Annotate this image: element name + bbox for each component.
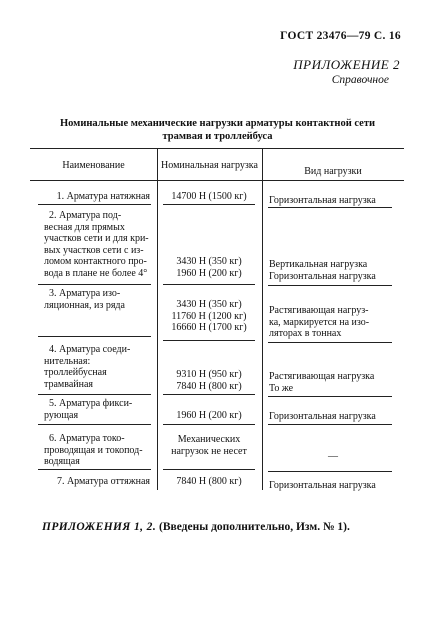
row-1-name: 1. Арматура натяжная <box>56 191 150 202</box>
row-6-load: Механических нагрузок не несет <box>171 434 247 457</box>
column-divider-2 <box>262 148 263 490</box>
row-2-type: Вертикальная нагрузка Горизонтальная нагрузка <box>269 259 376 282</box>
row-3-name: 3. Арматура изо- ляционная, из ряда <box>44 288 125 311</box>
row-3-rule-type <box>268 342 392 343</box>
row-4-type: Растягивающая нагрузка То же <box>269 371 375 394</box>
row-3-load: 3430 Н (350 кг) 11760 Н (1200 кг) 16660 Н (1700 кг) <box>171 299 247 334</box>
column-header-type: Вид нагрузки <box>304 166 362 177</box>
row-2-rule-type <box>268 285 392 286</box>
row-5-rule-type <box>268 424 392 425</box>
row-5-rule-load <box>163 424 255 425</box>
appendix-reference: Справочное <box>331 74 389 86</box>
footer-note <box>42 521 350 533</box>
standard-header: ГОСТ 23476—79 С. 16 <box>280 30 401 42</box>
row-3-type: Растягивающая нагруз- ка, маркируется на изо- ляторах в тоннах <box>269 305 370 340</box>
row-5-name: 5. Арматура фикси- рующая <box>44 398 133 421</box>
table-title: Номинальные механические нагрузки арматуры контактной сети трамвая и троллейбуса <box>59 118 376 142</box>
row-5-load: 1960 Н (200 кг) <box>176 410 242 421</box>
row-3-rule-name <box>38 336 151 337</box>
column-header-name: Наименование <box>62 160 125 171</box>
row-7-name: 7. Арматура оттяжная <box>56 476 150 487</box>
row-1-load: 14700 Н (1500 кг) <box>171 191 247 202</box>
table-header-rule <box>30 180 404 181</box>
row-7-type: Горизонтальная нагрузка <box>269 480 376 491</box>
footer-prefix: ПРИЛОЖЕНИЯ 1, 2. <box>42 521 157 533</box>
row-4-rule-name <box>38 394 151 395</box>
row-1-rule-load <box>163 204 255 205</box>
row-1-rule-type <box>268 207 392 208</box>
row-2-load: 3430 Н (350 кг) 1960 Н (200 кг) <box>176 256 242 279</box>
row-4-rule-type <box>268 396 392 397</box>
row-5-type: Горизонтальная нагрузка <box>269 411 376 422</box>
row-6-type: — <box>328 451 338 462</box>
table-top-rule <box>30 148 404 149</box>
row-5-rule-name <box>38 424 151 425</box>
row-1-rule-name <box>38 204 151 205</box>
row-2-rule-name <box>38 284 151 285</box>
row-6-rule-load <box>163 469 255 470</box>
footer-text: (Введены дополнительно, Изм. № 1). <box>159 521 350 533</box>
column-divider-1 <box>157 148 158 490</box>
row-4-rule-load <box>163 394 255 395</box>
row-6-rule-name <box>38 469 151 470</box>
row-7-load: 7840 Н (800 кг) <box>176 476 242 487</box>
row-2-name: 2. Арматура под- весная для прямых участков сети и для кри- вых участков сети с из- ломом контактного про- вода в плане не более 4° <box>44 210 149 279</box>
row-6-rule-type <box>268 471 392 472</box>
row-4-load: 9310 Н (950 кг) 7840 Н (800 кг) <box>176 369 242 392</box>
row-2-rule-load <box>163 284 255 285</box>
row-4-name: 4. Арматура соеди- нительная: троллейбусная трамвайная <box>44 344 131 390</box>
row-1-type: Горизонтальная нагрузка <box>269 195 376 206</box>
row-3-rule-load <box>163 340 255 341</box>
column-header-load: Номинальная нагрузка <box>161 160 258 171</box>
appendix-title: ПРИЛОЖЕНИЕ 2 <box>293 57 400 72</box>
row-6-name: 6. Арматура токо- проводящая и токопод- водящая <box>44 433 143 468</box>
